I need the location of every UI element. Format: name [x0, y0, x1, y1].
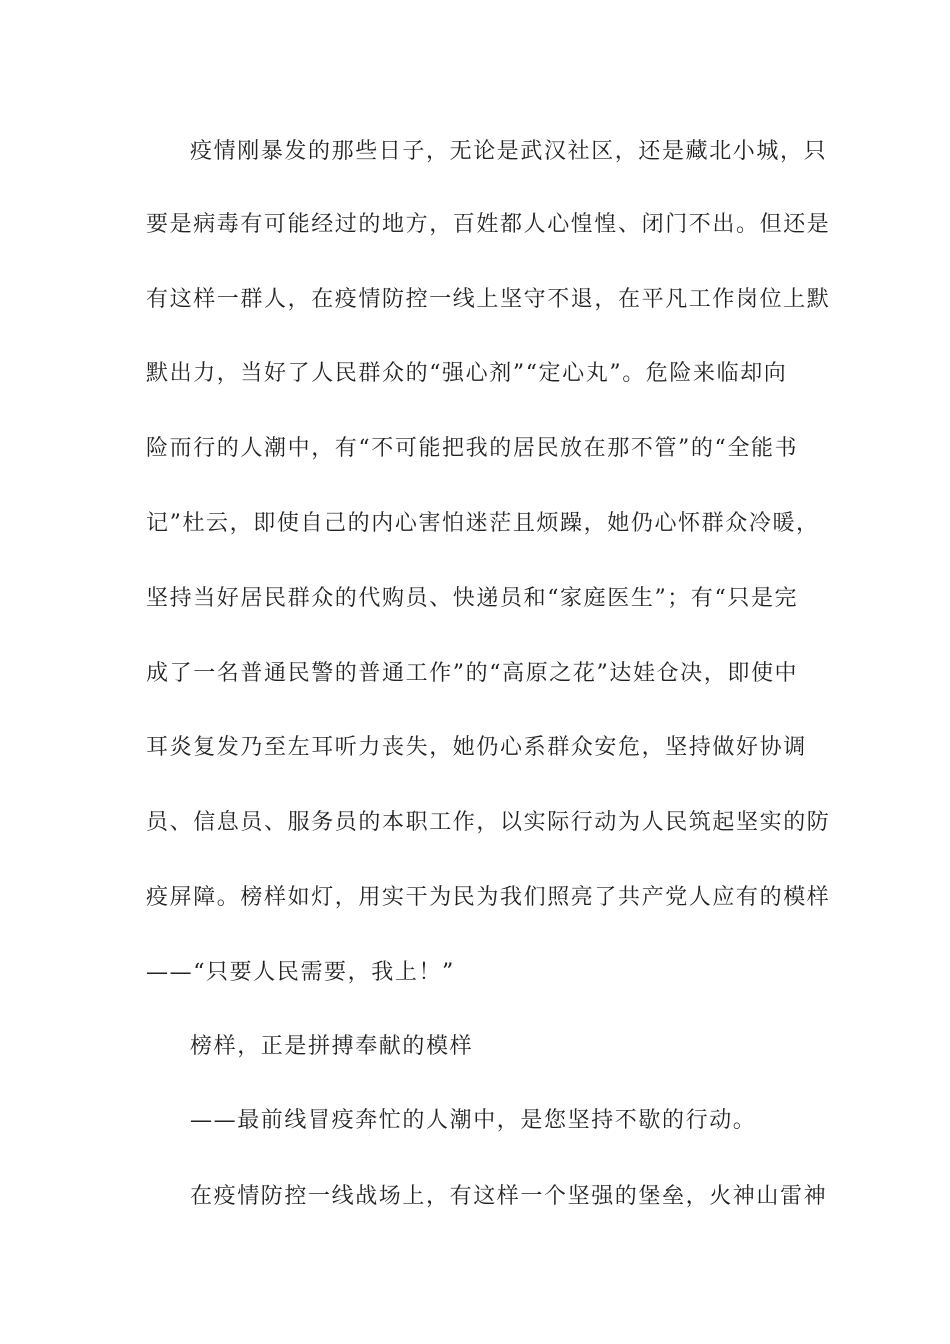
section-subheading: ——最前线冒疫奔忙的人潮中，是您坚持不歇的行动。	[190, 1108, 757, 1133]
paragraph-2-line-1: 在疫情防控一线战场上，有这样一个坚强的堡垒，火神山雷神	[190, 1184, 828, 1209]
paragraph-1-line-8: 成了一名普通民警的普通工作”的“高原之花”达娃仓决，即使中	[146, 661, 799, 686]
paragraph-1-line-11: 疫屏障。榜样如灯，用实干为民为我们照亮了共产党人应有的模样	[146, 885, 831, 910]
paragraph-1-line-4: 默出力，当好了人民群众的“强心剂”“定心丸”。危险来临却向	[146, 361, 788, 386]
section-heading: 榜样，正是拼搏奉献的模样	[190, 1034, 474, 1059]
paragraph-1-line-7: 坚持当好居民群众的代购员、快递员和“家庭医生”；有“只是完	[146, 586, 799, 611]
paragraph-1-line-6: 记”杜云，即使自己的内心害怕迷茫且烦躁，她仍心怀群众冷暖，	[146, 511, 820, 536]
paragraph-1-line-9: 耳炎复发乃至左耳听力丧失，她仍心系群众安危，坚持做好协调	[146, 735, 807, 760]
paragraph-1-line-10: 员、信息员、服务员的本职工作，以实际行动为人民筑起坚实的防	[146, 810, 831, 835]
paragraph-1-line-5: 险而行的人潮中，有“不可能把我的居民放在那不管”的“全能书	[146, 436, 799, 461]
paragraph-1-line-3: 有这样一群人，在疫情防控一线上坚守不退，在平凡工作岗位上默	[146, 287, 831, 312]
paragraph-1-line-2: 要是病毒有可能经过的地方，百姓都人心惶惶、闭门不出。但还是	[146, 212, 831, 237]
paragraph-1-line-12: ——“只要人民需要，我上！”	[146, 960, 455, 985]
paragraph-1-line-1: 疫情刚暴发的那些日子，无论是武汉社区，还是藏北小城，只	[190, 139, 828, 164]
